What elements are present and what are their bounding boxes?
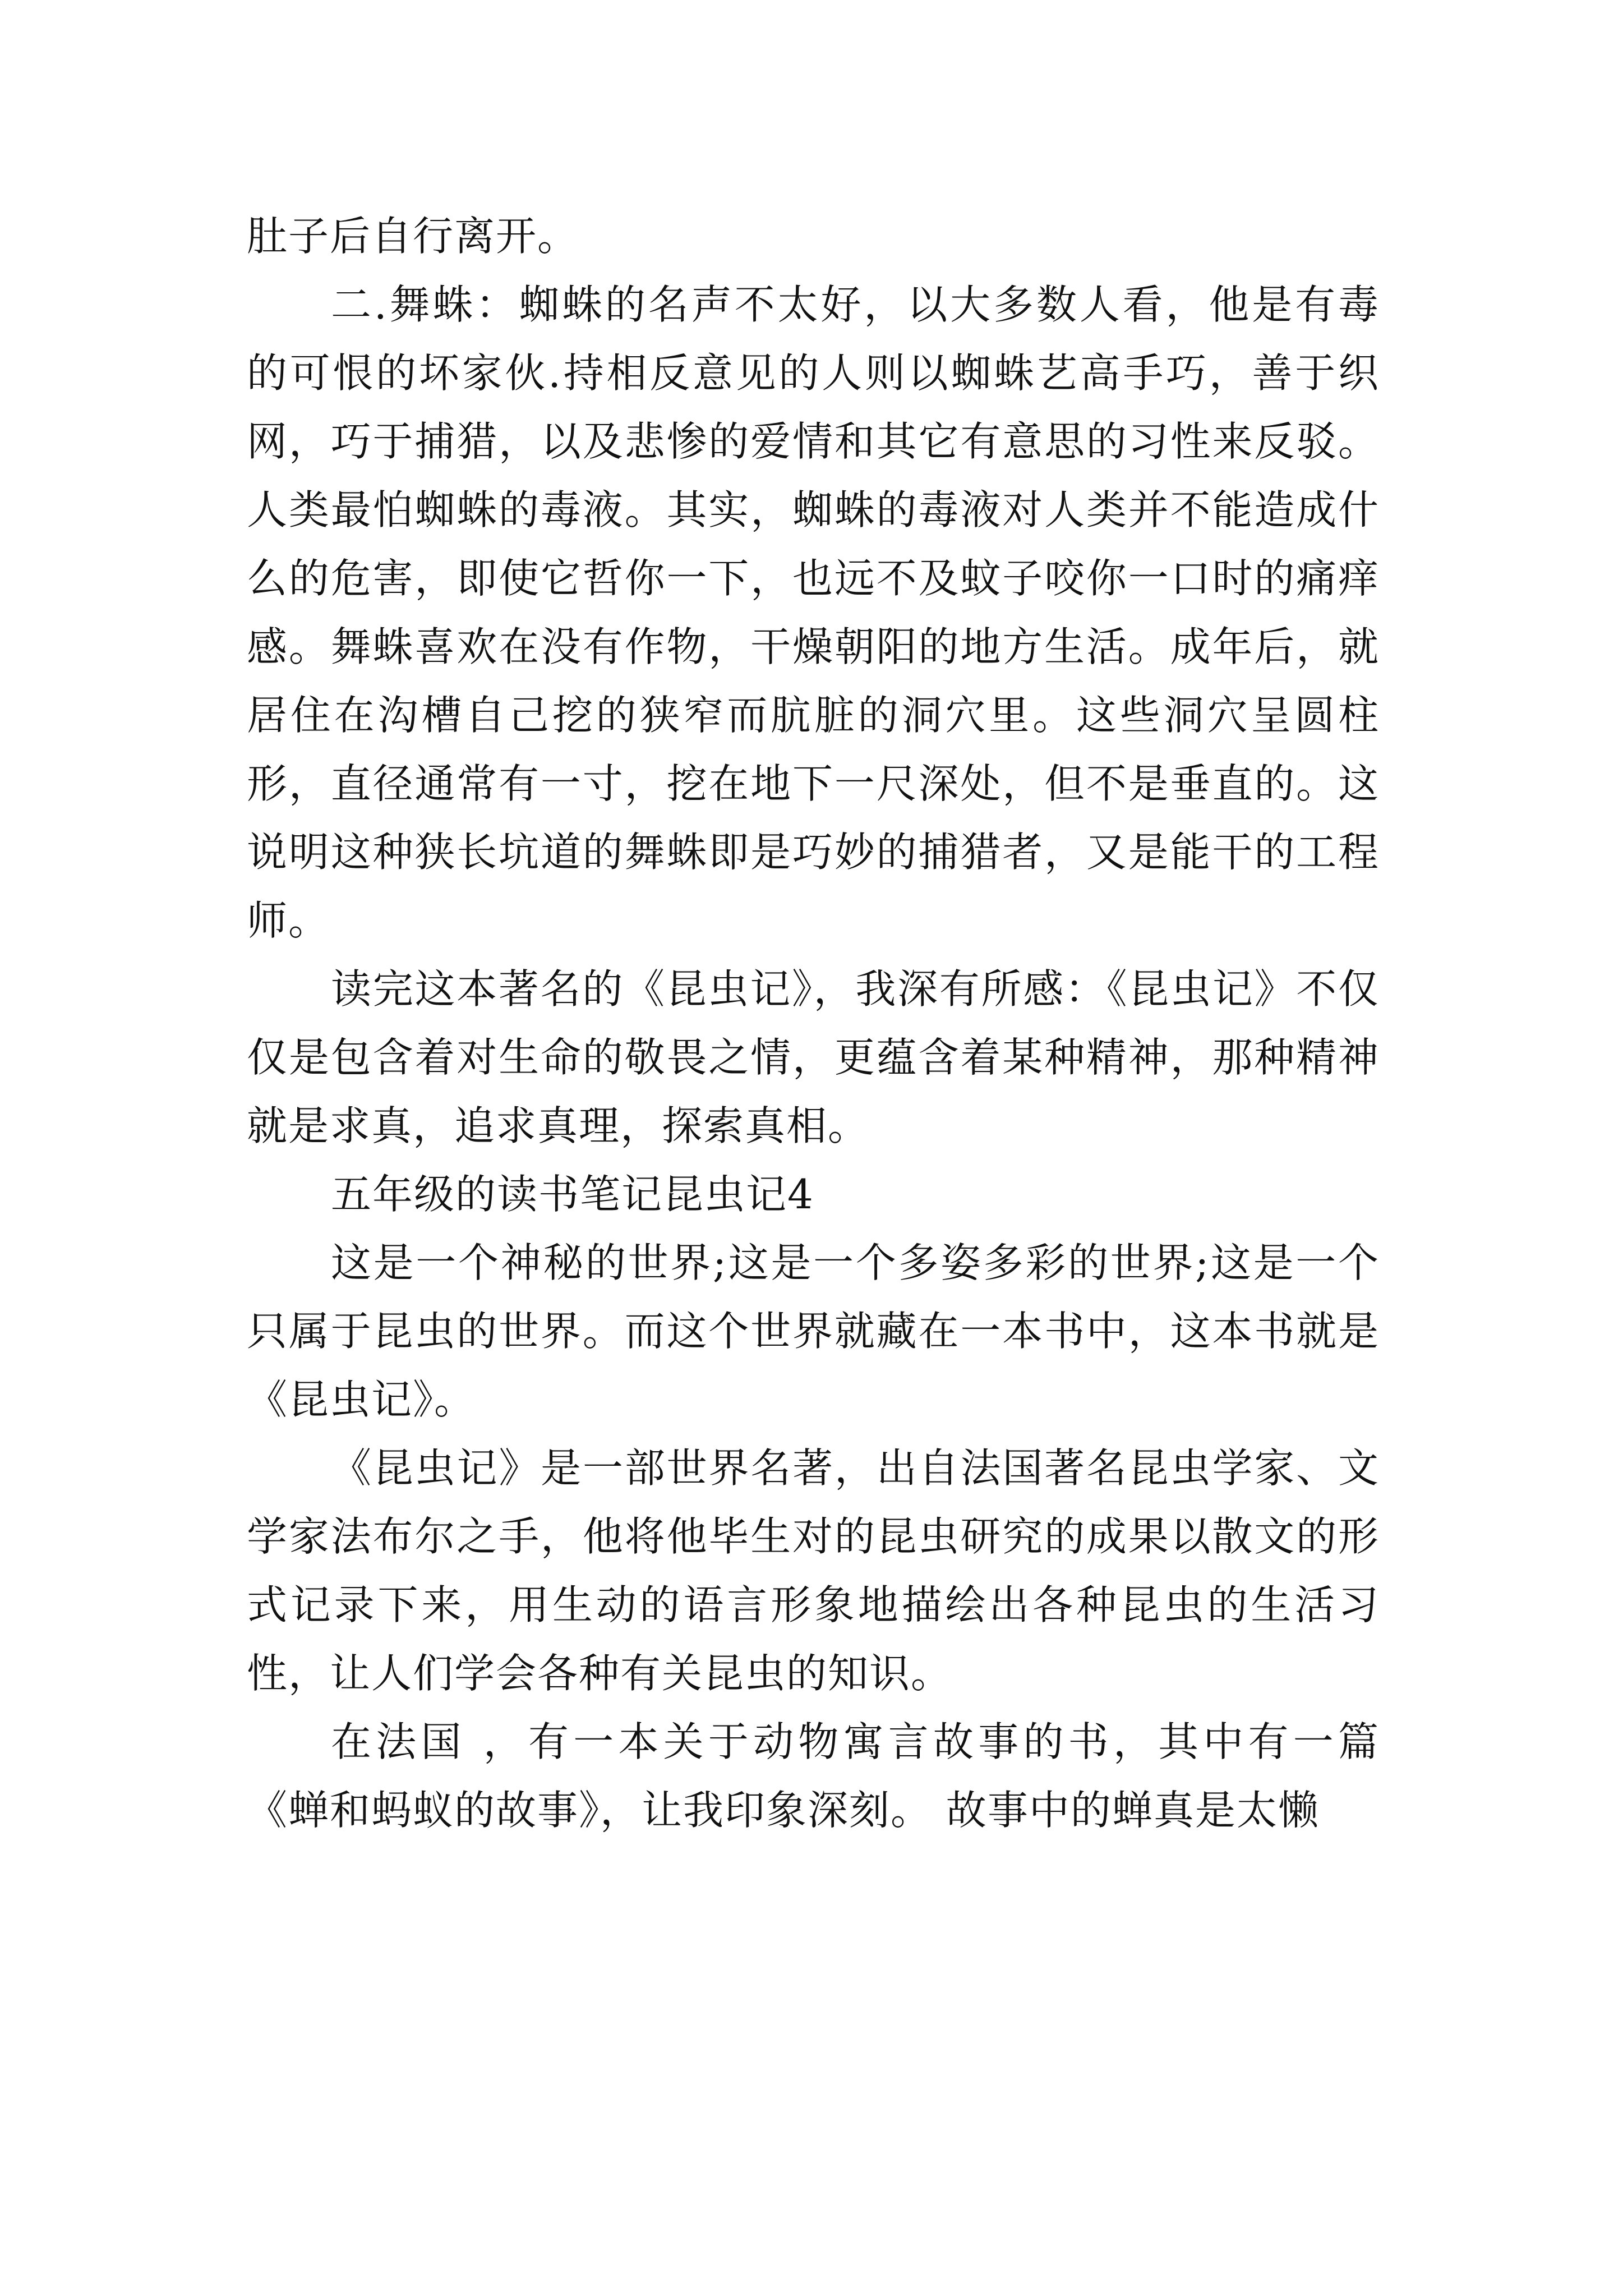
- paragraph-6: 《昆虫记》是一部世界名著，出自法国著名昆虫学家、文学家法布尔之手，他将他毕生对的昆虫研究的成果以散文的形式记录下来，用生动的语言形象地描绘出各种昆虫的生活习性，让人们学会各种有关昆虫的知识。: [247, 1444, 1380, 1697]
- paragraph-7: 在法国 ，有一本关于动物寓言故事的书，其中有一篇《蝉和蚂蚁的故事》，让我印象深刻。 故事中的蝉真是太懒: [247, 1718, 1380, 1834]
- paragraph-3: 读完这本著名的《昆虫记》，我深有所感：《昆虫记》不仅仅是包含着对生命的敬畏之情，更蕴含着某种精神，那种精神就是求真，追求真理，探索真相。: [247, 965, 1380, 1149]
- document-body: [247, 202, 1380, 1844]
- paragraph-2: 二.舞蛛：蜘蛛的名声不太好，以大多数人看，他是有毒的可恨的坏家伙.持相反意见的人则以蜘蛛艺高手巧，善于织网，巧于捕猎，以及悲惨的爱情和其它有意思的习性来反驳。人类最怕蜘蛛的毒液。其实，蜘蛛的毒液对人类并不能造成什么的危害，即使它哲你一下，也远不及蚊子咬你一口时的痛痒感。舞蛛喜欢在没有作物，干燥朝阳的地方生活。成年后，就居住在沟槽自己挖的狭窄而肮脏的洞穴里。这些洞穴呈圆柱形，直径通常有一寸，挖在地下一尺深处，但不是垂直的。这说明这种狭长坑道的舞蛛即是巧妙的捕猎者，又是能干的工程师。: [247, 281, 1380, 944]
- section-heading: 五年级的读书笔记昆虫记4: [331, 1171, 814, 1218]
- paragraph-1: 肚子后自行离开。: [247, 213, 579, 260]
- paragraph-5: 这是一个神秘的世界;这是一个多姿多彩的世界;这是一个只属于昆虫的世界。而这个世界就藏在一本书中，这本书就是《昆虫记》。: [247, 1239, 1380, 1423]
